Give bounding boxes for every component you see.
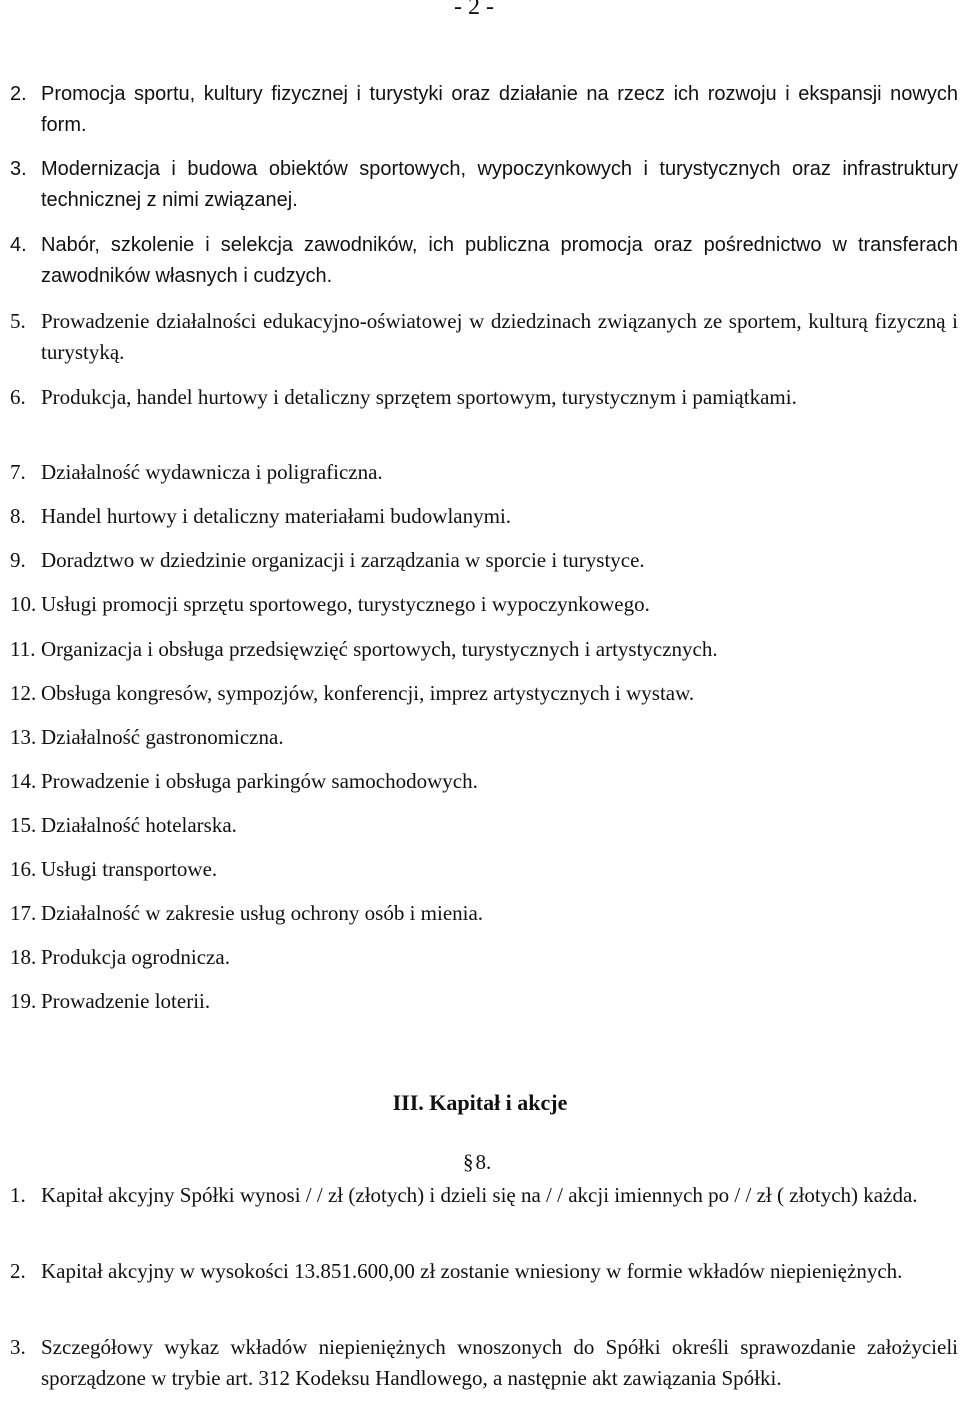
- item-text: Działalność hotelarska.: [41, 813, 237, 837]
- item-text: Kapitał akcyjny Spółki wynosi / / zł (złotych) i dzieli się na / / akcji imiennych po / / zł ( złotych) każda.: [41, 1183, 918, 1207]
- list-item: [10, 154, 958, 216]
- section-heading: III. Kapitał i akcje: [392, 1090, 568, 1115]
- item-number: 13.: [10, 725, 37, 749]
- list-item: [10, 810, 958, 841]
- item-number: 12.: [10, 681, 37, 705]
- item-number: 2.: [10, 1259, 26, 1283]
- item-number: 17.: [10, 901, 37, 925]
- item-text: Działalność wydawnicza i poligraficzna.: [41, 460, 383, 484]
- item-text: Modernizacja i budowa obiektów sportowych, wypoczynkowych i turystycznych oraz infrastruktury technicznej z nimi związanej.: [41, 158, 958, 211]
- item-number: 3.: [10, 1335, 26, 1359]
- item-number: 3.: [10, 158, 27, 180]
- item-number: 11.: [10, 637, 36, 661]
- item-number: 16.: [10, 857, 37, 881]
- item-text: Prowadzenie i obsługa parkingów samochodowych.: [41, 769, 478, 793]
- item-text: Szczegółowy wykaz wkładów niepieniężnych wnoszonych do Spółki określi sprawozdanie założycieli sporządzone w trybie art. 312 Kodeksu Handlowego, a następnie akt zawiązania Spółki.: [41, 1335, 958, 1390]
- list-item: [10, 1256, 958, 1287]
- list-item: [10, 634, 958, 665]
- paragraph-number-text: 8.: [475, 1150, 492, 1174]
- item-number: 15.: [10, 813, 37, 837]
- item-number: 4.: [10, 234, 27, 256]
- list-item: [10, 501, 958, 532]
- item-text: Działalność gastronomiczna.: [41, 725, 284, 749]
- item-text: Doradztwo w dziedzinie organizacji i zarządzania w sporcie i turystyce.: [41, 548, 645, 572]
- item-text: Produkcja ogrodnicza.: [41, 945, 230, 969]
- item-number: 8.: [10, 504, 26, 528]
- list-item: [10, 79, 958, 141]
- item-text: Handel hurtowy i detaliczny materiałami budowlanymi.: [41, 504, 512, 528]
- item-number: 14.: [10, 769, 37, 793]
- item-number: 1.: [10, 1183, 26, 1207]
- item-number: 19.: [10, 989, 37, 1013]
- list-item: [10, 678, 958, 709]
- list-item: [10, 942, 958, 973]
- item-number: 5.: [10, 309, 26, 333]
- list-item: [10, 1180, 958, 1211]
- item-number: 2.: [10, 83, 27, 105]
- item-number: 7.: [10, 460, 26, 484]
- list-item: [10, 766, 958, 797]
- paragraph-number: [463, 1150, 491, 1175]
- list-item: [10, 230, 958, 292]
- item-text: Produkcja, handel hurtowy i detaliczny sprzętem sportowym, turystycznym i pamiątkami.: [41, 385, 797, 409]
- item-number: 18.: [10, 945, 37, 969]
- list-item: [10, 898, 958, 929]
- item-text: Prowadzenie działalności edukacyjno-oświatowej w dziedzinach związanych ze sportem, kulturą fizyczną i turystyką.: [41, 309, 958, 364]
- section-sign-icon: §: [463, 1150, 474, 1174]
- list-item: [10, 545, 958, 576]
- item-text: Nabór, szkolenie i selekcja zawodników, ich publiczna promocja oraz pośrednictwo w transferach zawodników własnych i cudzych.: [41, 234, 958, 287]
- list-item: [10, 382, 958, 413]
- item-text: Działalność w zakresie usług ochrony osób i mienia.: [41, 901, 484, 925]
- page-number: - 2 -: [454, 0, 494, 20]
- item-number: 6.: [10, 385, 26, 409]
- list-item: [10, 722, 958, 753]
- item-number: 9.: [10, 548, 26, 572]
- list-item: [10, 1332, 958, 1394]
- item-text: Kapitał akcyjny w wysokości 13.851.600,00 zł zostanie wniesiony w formie wkładów niepieniężnych.: [41, 1259, 903, 1283]
- item-text: Promocja sportu, kultury fizycznej i turystyki oraz działanie na rzecz ich rozwoju i ekspansji nowych form.: [41, 83, 958, 136]
- list-item: [10, 457, 958, 488]
- item-text: Usługi promocji sprzętu sportowego, turystycznego i wypoczynkowego.: [41, 592, 650, 616]
- item-text: Obsługa kongresów, sympozjów, konferencji, imprez artystycznych i wystaw.: [41, 681, 695, 705]
- list-item: [10, 306, 958, 368]
- list-item: [10, 986, 958, 1017]
- item-number: 10.: [10, 592, 37, 616]
- item-text: Organizacja i obsługa przedsięwzięć sportowych, turystycznych i artystycznych.: [41, 637, 718, 661]
- list-item: [10, 854, 958, 885]
- list-item: [10, 589, 958, 620]
- item-text: Prowadzenie loterii.: [41, 989, 211, 1013]
- item-text: Usługi transportowe.: [41, 857, 218, 881]
